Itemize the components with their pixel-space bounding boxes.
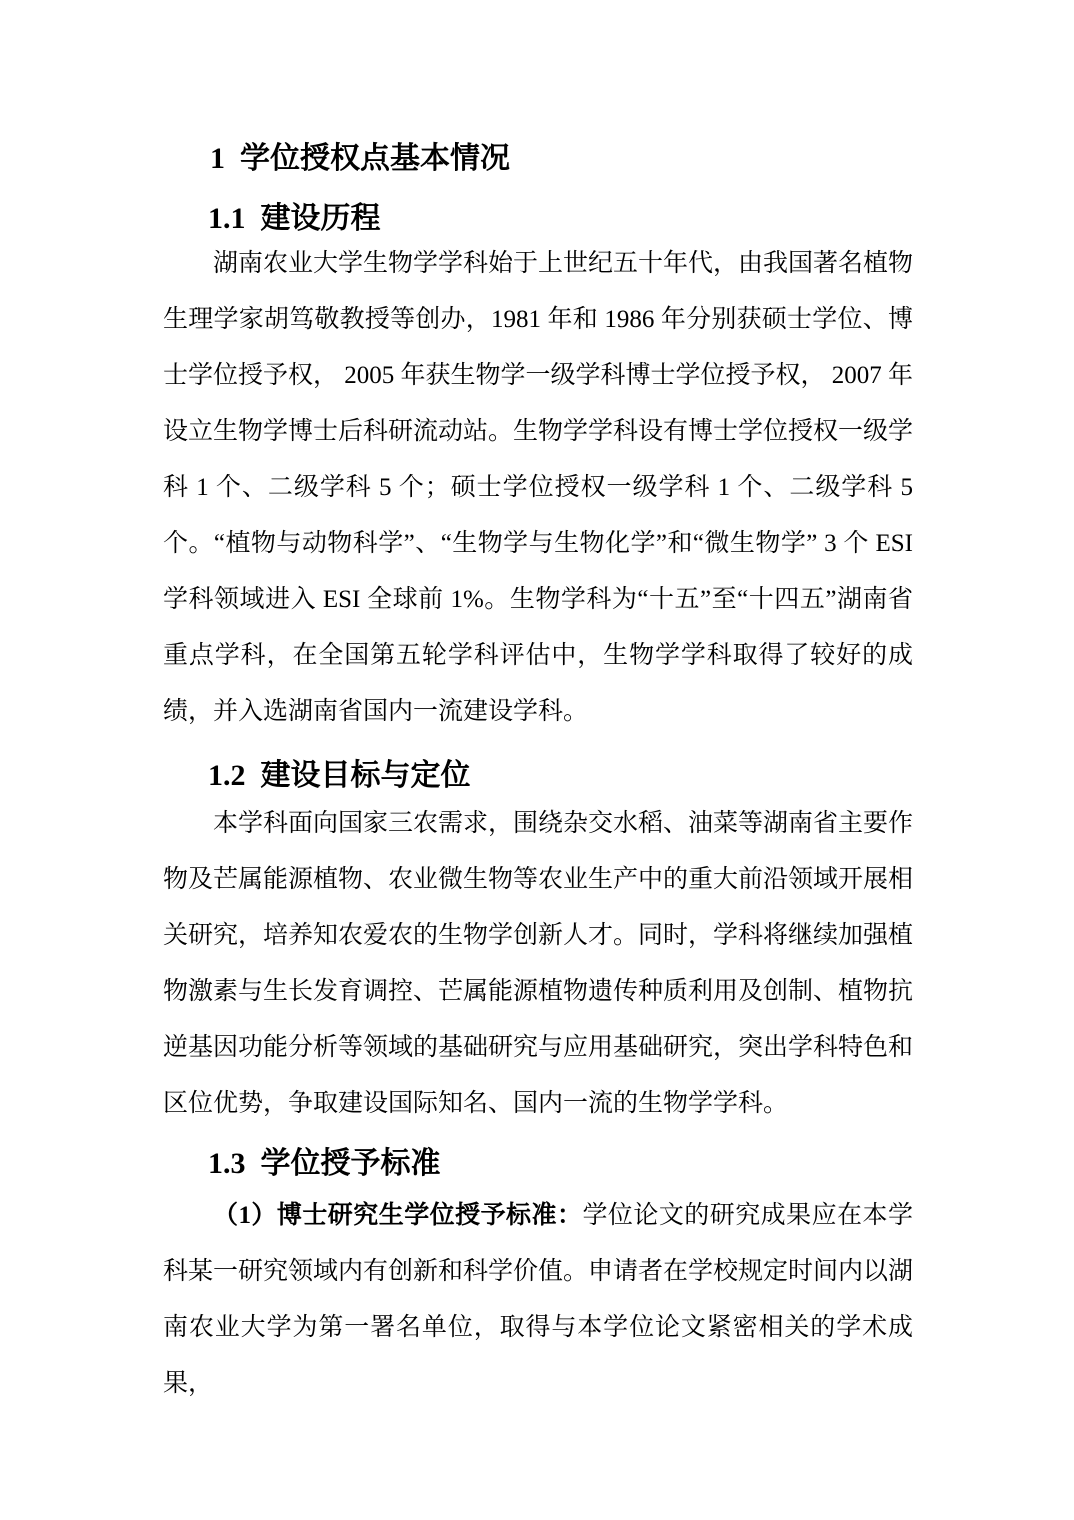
paragraph-degree-standards: [163, 1188, 913, 1412]
paragraph-goals-positioning: 本学科面向国家三农需求，围绕杂交水稻、油菜等湖南省主要作物及芒属能源植物、农业微生物等农业生产中的重大前沿领域开展相关研究，培养知农爱农的生物学创新人才。同时，学科将继续加强植物激素与生长发育调控、芒属能源植物遗传种质利用及创制、植物抗逆基因功能分析等领域的基础研究与应用基础研究，突出学科特色和区位优势，争取建设国际知名、国内一流的生物学学科。: [163, 810, 914, 1117]
section-heading-goals-positioning: 1.2 建设目标与定位: [208, 759, 471, 792]
doctoral-standard-body-text: 学位论文的研究成果应在本学科某一研究领域内有创新和科学价值。申请者在学校规定时间内以湖南农业大学为第一署名单位，取得与本学位论文紧密相关的学术成果，: [163, 1202, 914, 1397]
section-heading-degree-standards: 1.3 学位授予标准: [208, 1147, 441, 1180]
document-content: [163, 0, 913, 1412]
section-heading-construction-history: 1.1 建设历程: [208, 202, 381, 235]
document-title: 1 学位授权点基本情况: [210, 142, 510, 175]
doctoral-standard-bold-label: （1）博士研究生学位授予标准：: [213, 1202, 583, 1229]
paragraph-construction-history: 湖南农业大学生物学学科始于上世纪五十年代，由我国著名植物生理学家胡笃敬教授等创办，1981 年和 1986 年分别获硕士学位、博士学位授予权， 2005 年获生物学一级学科博士学位授予权， 2007 年设立生物学博士后科研流动站。生物学学科设有博士学位授权一级学科 1 个、二级学科 5 个；硕士学位授权一级学科 1 个、二级学科 5 个。“植物与动物科学”、“生物学与生物化学”和“微生物学” 3 个 ESI 学科领域进入 ESI 全球前 1%。生物学科为“十五”至“十四五”湖南省重点学科，在全国第五轮学科评估中，生物学学科取得了较好的成绩，并入选湖南省国内一流建设学科。: [163, 250, 914, 725]
